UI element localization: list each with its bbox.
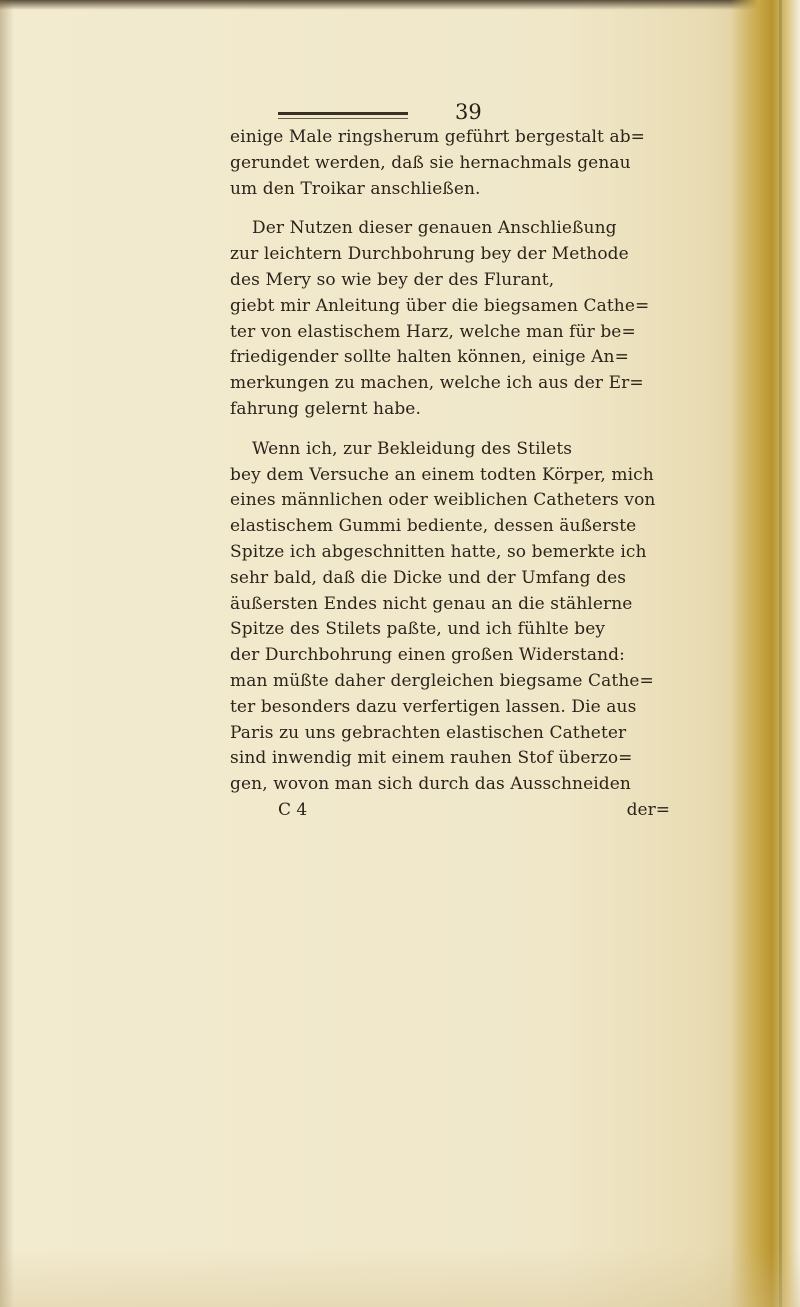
bottom-stain	[0, 1247, 800, 1307]
gutter-shadow	[0, 0, 14, 1307]
page-edge-stain	[730, 0, 800, 1307]
paragraph	[230, 437, 710, 798]
text-line: ter besonders dazu verfertigen lassen. Die aus	[230, 696, 637, 717]
text-line: giebt mir Anleitung über die biegsamen Cathe=	[230, 295, 650, 316]
header-rule-thin	[278, 118, 408, 119]
footer-line	[230, 798, 710, 824]
text-line: Der Nutzen dieser genauen Anschließung	[252, 218, 617, 239]
paragraph-gap	[230, 202, 710, 216]
text-line: Spitze des Stilets paßte, und ich fühlte bey	[230, 619, 606, 640]
paragraph	[230, 125, 710, 202]
text-line: einige Male ringsherum geführt bergestalt ab=	[230, 127, 646, 147]
text-line: der Durchbohrung einen großen Widerstand:	[230, 645, 625, 666]
text-line: man müßte daher dergleichen biegsame Cathe=	[230, 670, 654, 691]
text-line: um den Troikar anschließen.	[230, 178, 481, 199]
text-line: sind inwendig mit einem rauhen Stof überzo=	[230, 748, 633, 769]
text-line: eines männlichen oder weiblichen Catheters von	[230, 490, 656, 511]
text-line: friedigender sollte halten können, einige An=	[230, 347, 629, 368]
page-number: 39	[455, 100, 482, 124]
text-line: sehr bald, daß die Dicke und der Umfang des	[230, 567, 627, 588]
text-line: gen, wovon man sich durch das Ausschneiden	[230, 774, 631, 795]
text-line: elastischem Gummi bediente, dessen äußerste	[230, 516, 637, 537]
text-line: ter von elastischem Harz, welche man für be=	[230, 321, 636, 342]
text-line: des Mery so wie bey der des Flurant,	[230, 269, 555, 290]
text-line: fahrung gelernt habe.	[230, 398, 421, 419]
text-line: bey dem Versuche an einem todten Körper, mich	[230, 464, 654, 485]
text-line: Wenn ich, zur Bekleidung des Stilets	[252, 438, 573, 459]
catchword: der=	[626, 799, 670, 820]
body-text	[230, 125, 710, 824]
header-rule	[278, 112, 408, 115]
text-line: äußersten Endes nicht genau an die stählerne	[230, 593, 633, 614]
paragraph	[230, 216, 710, 422]
text-line: zur leichtern Durchbohrung bey der Methode	[230, 244, 629, 265]
paragraph-gap	[230, 423, 710, 437]
text-line: merkungen zu machen, welche ich aus der Er=	[230, 373, 644, 394]
text-line: Paris zu uns gebrachten elastischen Catheter	[230, 722, 627, 743]
text-line: gerundet werden, daß sie hernachmals genau	[230, 152, 631, 173]
signature-mark: C 4	[278, 799, 308, 820]
top-edge-shadow	[0, 0, 800, 10]
text-line: Spitze ich abgeschnitten hatte, so bemerkte ich	[230, 541, 647, 562]
